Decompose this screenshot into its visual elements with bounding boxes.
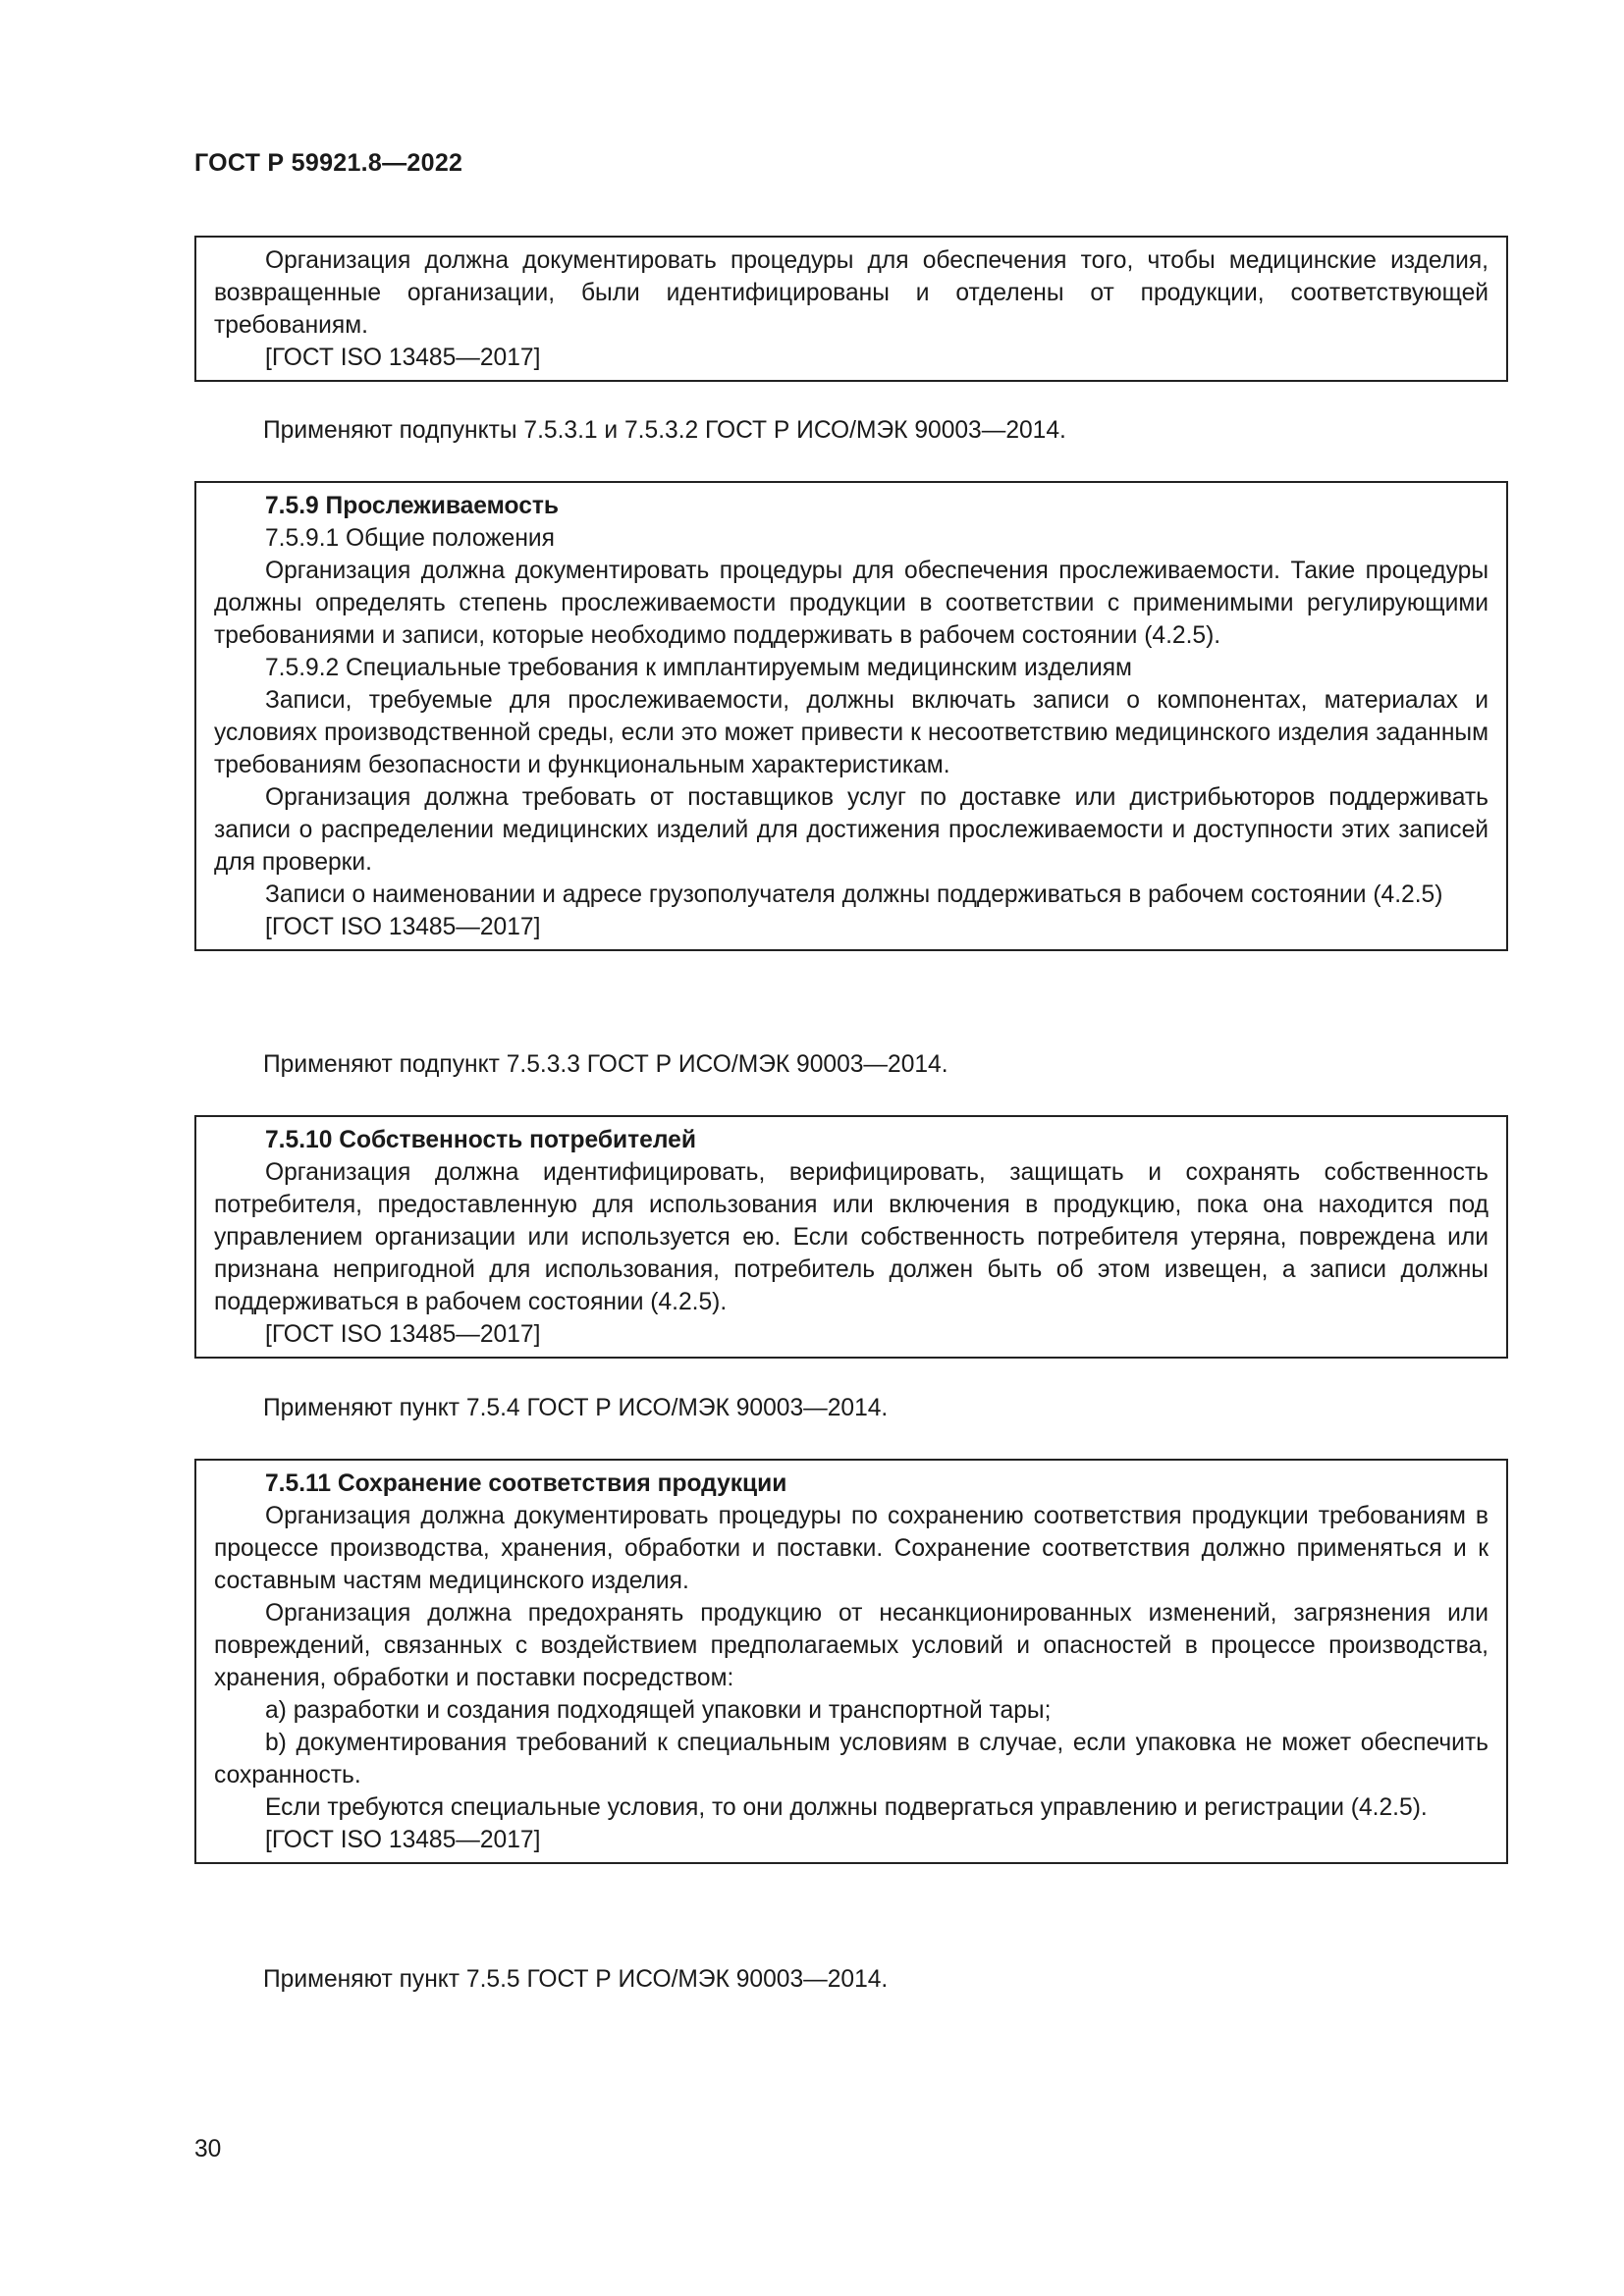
subsection-title: 7.5.9.1 Общие положения bbox=[265, 525, 555, 552]
applies-note-4: Применяют пункт 7.5.5 ГОСТ Р ИСО/МЭК 90003—2014. bbox=[263, 1966, 889, 1993]
paragraph: Записи, требуемые для прослеживаемости, должны включать записи о компонентах, материалах и условиях производственной среды, если это может привести к несоответствию медицинского изделия заданным требованиям безопасности и функциональным характеристикам. bbox=[214, 687, 1489, 778]
paragraph: Организация должна документировать процедуры по сохранению соответствия продукции требованиям в процессе производства, хранения, обработки и поставки. Сохранение соответствия должно применяться и к составным частям медицинского изделия. bbox=[214, 1503, 1489, 1594]
applies-note-2: Применяют подпункт 7.5.3.3 ГОСТ Р ИСО/МЭК 90003—2014. bbox=[263, 1051, 948, 1078]
reference: [ГОСТ ISO 13485—2017] bbox=[265, 1321, 541, 1348]
quote-box-preservation bbox=[194, 1459, 1508, 1864]
applies-note-1: Применяют подпункты 7.5.3.1 и 7.5.3.2 ГОСТ Р ИСО/МЭК 90003—2014. bbox=[263, 417, 1066, 444]
paragraph: Организация должна требовать от поставщиков услуг по доставке или дистрибьюторов поддерживать записи о распределении медицинских изделий для достижения прослеживаемости и доступности этих записей для проверки. bbox=[214, 784, 1489, 876]
page-number: 30 bbox=[194, 2136, 222, 2163]
quote-box-customer-property bbox=[194, 1115, 1508, 1359]
section-heading: 7.5.9 Прослеживаемость bbox=[265, 493, 560, 519]
list-item: а) разработки и создания подходящей упаковки и транспортной тары; bbox=[265, 1697, 1052, 1724]
paragraph: Организация должна предохранять продукцию от несанкционированных изменений, загрязнения или повреждений, связанных с воздействием предполагаемых условий и опасностей в процессе производства, хранения, обработки и поставки посредством: bbox=[214, 1600, 1489, 1691]
paragraph: Организация должна документировать процедуры для обеспечения того, чтобы медицинские изделия, возвращенные организации, были идентифицированы и отделены от продукции, соответствующей требованиям. bbox=[214, 247, 1489, 339]
paragraph: Организация должна документировать процедуры для обеспечения прослеживаемости. Такие процедуры должны определять степень прослеживаемости продукции в соответствии с применимыми регулирующими требованиями и записи, которые необходимо поддерживать в рабочем состоянии (4.2.5). bbox=[214, 558, 1489, 649]
section-heading: 7.5.11 Сохранение соответствия продукции bbox=[265, 1470, 787, 1497]
paragraph: Записи о наименовании и адресе грузополучателя должны поддерживаться в рабочем состоянии (4.2.5) bbox=[265, 881, 1443, 908]
reference: [ГОСТ ISO 13485—2017] bbox=[265, 1827, 541, 1853]
quote-box-traceability bbox=[194, 481, 1508, 951]
quote-box-returned-devices bbox=[194, 236, 1508, 382]
reference: [ГОСТ ISO 13485—2017] bbox=[265, 914, 541, 940]
applies-note-3: Применяют пункт 7.5.4 ГОСТ Р ИСО/МЭК 90003—2014. bbox=[263, 1395, 889, 1421]
section-heading: 7.5.10 Собственность потребителей bbox=[265, 1127, 696, 1153]
subsection-title: 7.5.9.2 Специальные требования к имплантируемым медицинским изделиям bbox=[265, 655, 1132, 681]
document-header: ГОСТ Р 59921.8—2022 bbox=[194, 149, 463, 177]
list-item: b) документирования требований к специальным условиям в случае, если упаковка не может обеспечить сохранность. bbox=[214, 1730, 1489, 1789]
paragraph: Если требуются специальные условия, то они должны подвергаться управлению и регистрации (4.2.5). bbox=[265, 1794, 1428, 1821]
paragraph: Организация должна идентифицировать, верифицировать, защищать и сохранять собственность потребителя, предоставленную для использования или включения в продукцию, пока она находится под управлением организации или используется ею. Если собственность потребителя утеряна, повреждена или признана непригодной для использования, потребитель должен быть об этом извещен, а записи должны поддерживаться в рабочем состоянии (4.2.5). bbox=[214, 1159, 1489, 1315]
reference: [ГОСТ ISO 13485—2017] bbox=[265, 345, 541, 371]
